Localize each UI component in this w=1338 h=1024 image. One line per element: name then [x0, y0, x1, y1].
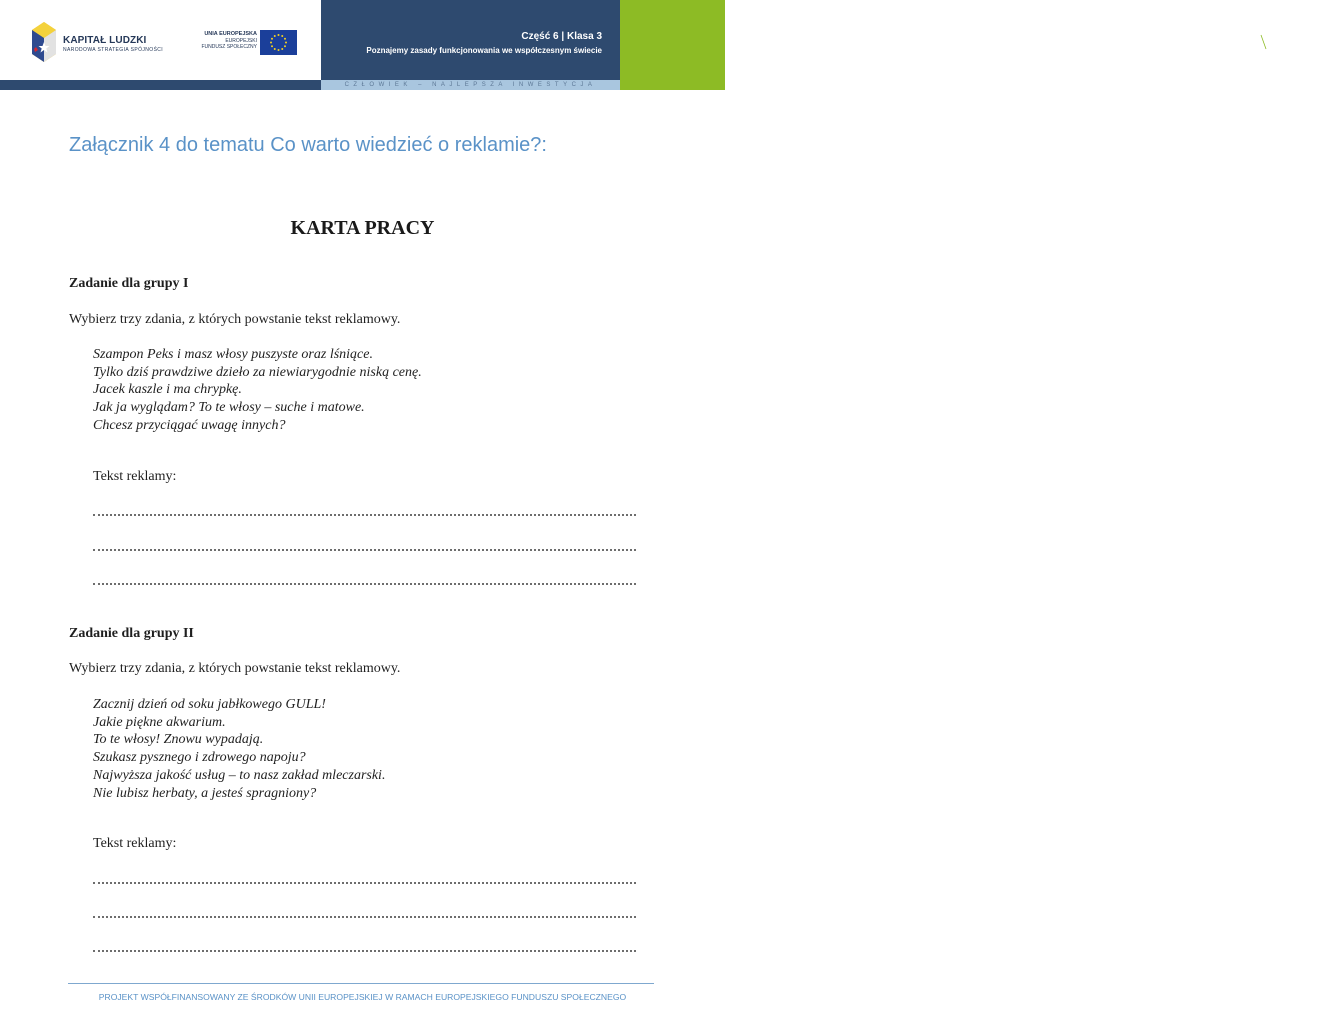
group1-answer-line-1[interactable] [93, 514, 636, 516]
eu-label [199, 31, 257, 51]
group2-sentence: Jakie piękne akwarium. [93, 714, 226, 730]
eu-label-line3: FUNDUSZ SPOŁECZNY [201, 44, 257, 50]
page-header [0, 0, 1324, 90]
eu-label-line1: UNIA EUROPEJSKA [204, 31, 257, 37]
group1-answer-line-2[interactable] [93, 549, 636, 551]
topic-title: Poznajemy zasady funkcjonowania we współczesnym świecie [366, 46, 602, 55]
group2-text-label: Tekst reklamy: [93, 836, 177, 851]
group1-answer-line-3[interactable] [93, 583, 636, 585]
group1-sentence-list [93, 346, 653, 435]
group2-title: Zadanie dla grupy II [69, 626, 194, 641]
group1-sentence: Jacek kaszle i ma chrypkę. [93, 382, 242, 398]
group2-answer-line-2[interactable] [93, 916, 636, 918]
uczymy-sie-uczyc-logo [1254, 30, 1338, 60]
group2-sentence: To te włosy! Znowu wypadają. [93, 732, 264, 748]
group2-sentence: Szukasz pysznego i zdrowego napoju? [93, 750, 306, 766]
header-topic-panel [321, 0, 620, 80]
header-stripe-left [0, 80, 321, 90]
group1-instruction: Wybierz trzy zdania, z których powstanie tekst reklamowy. [69, 312, 401, 327]
kapital-ludzki-logo-icon [32, 22, 56, 62]
kapital-ludzki-title: KAPITAŁ LUDZKI [63, 35, 147, 46]
group1-title: Zadanie dla grupy I [69, 276, 189, 291]
group2-answer-line-1[interactable] [93, 882, 636, 884]
brand-line1: uczmy się [1271, 35, 1324, 47]
eu-flag-icon [260, 30, 297, 55]
part-class-label: Część 6 | Klasa 3 [521, 31, 602, 42]
header-logo-area [0, 0, 321, 80]
karta-pracy-heading: KARTA PRACY [290, 217, 435, 239]
eu-label-line2: EUROPEJSKI [225, 37, 257, 44]
group2-answer-line-3[interactable] [93, 950, 636, 952]
group1-sentence: Jak ja wyglądam? To te włosy – suche i matowe. [93, 400, 365, 416]
group2-sentence: Nie lubisz herbaty, a jesteś spragniony? [93, 785, 317, 801]
group1-sentence: Szampon Peks i masz włosy puszyste oraz lśniące. [93, 347, 373, 362]
group1-sentence: Tylko dziś prawdziwe dzieło za niewiarygodnie niską cenę. [93, 364, 422, 380]
group2-sentence: Zacznij dzień od soku jabłkowego GULL! [93, 697, 326, 712]
group2-sentence: Najwyższa jakość usług – to nasz zakład mleczarski. [93, 767, 386, 783]
slogan: CZŁOWIEK – NAJLEPSZA INWESTYCJA [344, 82, 597, 88]
group1-text-label: Tekst reklamy: [93, 469, 177, 484]
kapital-ludzki-subtitle: NARODOWA STRATEGIA SPÓJNOŚCI [63, 47, 164, 53]
group2-sentence-list [93, 696, 653, 802]
footer-text: PROJEKT WSPÓŁFINANSOWANY ZE ŚRODKÓW UNII EUROPEJSKIEJ W RAMACH EUROPEJSKIEGO FUNDUSZU SPOŁECZNEGO [98, 992, 627, 1002]
brand-line2: uczyć [1278, 44, 1309, 56]
header-brand-panel [620, 0, 1324, 90]
group2-instruction: Wybierz trzy zdania, z których powstanie tekst reklamowy. [69, 661, 401, 676]
footer-divider [68, 983, 654, 984]
attachment-title: Załącznik 4 do tematu Co warto wiedzieć o reklamie?: [69, 134, 547, 156]
group1-sentence: Chcesz przyciągać uwagę innych? [93, 417, 286, 433]
